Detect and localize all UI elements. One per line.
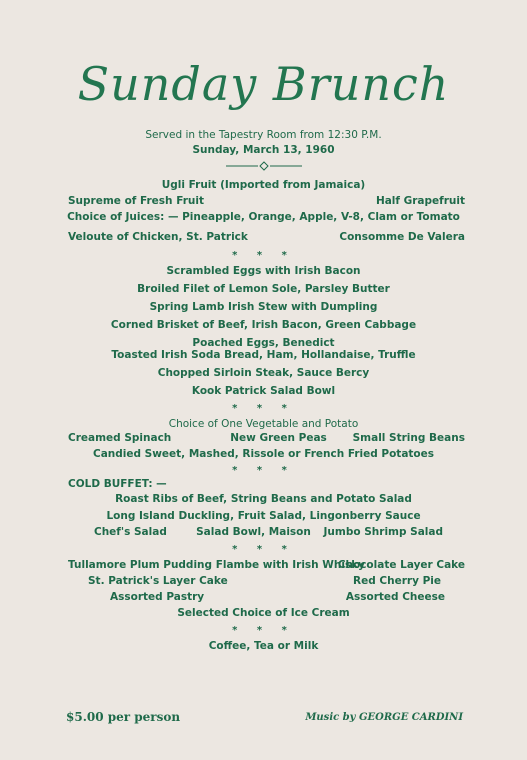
menu-item: Chef's Salad bbox=[94, 526, 167, 538]
menu-item: Candied Sweet, Mashed, Rissole or French Fried Potatoes bbox=[92, 448, 435, 460]
menu-item: Roast Ribs of Beef, String Beans and Potato Salad bbox=[115, 493, 412, 505]
menu-item: Supreme of Fresh Fruit bbox=[68, 195, 204, 207]
menu-item: Toasted Irish Soda Bread, Ham, Hollandaise, Truffle bbox=[111, 349, 416, 361]
menu-item: Chocolate Layer Cake bbox=[337, 559, 465, 571]
ornament-divider bbox=[0, 156, 527, 168]
menu-item: Scrambled Eggs with Irish Bacon bbox=[166, 265, 361, 277]
menu-item: Half Grapefruit bbox=[375, 195, 465, 207]
music-credit: Music by GEORGE CARDINI bbox=[305, 712, 463, 723]
menu-item: Assorted Pastry bbox=[110, 591, 205, 603]
menu-item: Salad Bowl, Maison bbox=[196, 526, 311, 538]
menu-item: Choice of Juices: — Pineapple, Orange, Apple, V-8, Clam or Tomato bbox=[67, 211, 460, 223]
menu-item: Broiled Filet of Lemon Sole, Parsley Butter bbox=[137, 283, 390, 295]
menu-item: Corned Brisket of Beef, Irish Bacon, Green Cabbage bbox=[110, 319, 417, 331]
menu-item: Assorted Cheese bbox=[345, 591, 445, 603]
menu-item: Ugli Fruit (Imported from Jamaica) bbox=[161, 179, 366, 191]
menu-item: New Green Peas bbox=[230, 432, 327, 444]
star-divider: * * * bbox=[232, 625, 295, 636]
menu-item: Kook Patrick Salad Bowl bbox=[191, 385, 336, 397]
buffet-heading: COLD BUFFET: — bbox=[68, 478, 167, 490]
served-line: Served in the Tapestry Room from 12:30 P.M. bbox=[145, 129, 382, 141]
price-text: $5.00 per person bbox=[66, 710, 181, 724]
menu-title: Sunday Brunch bbox=[77, 57, 450, 111]
vegetable-heading: Choice of One Vegetable and Potato bbox=[168, 418, 359, 430]
menu-item: Red Cherry Pie bbox=[353, 575, 441, 587]
menu-item: Long Island Duckling, Fruit Salad, Lingonberry Sauce bbox=[106, 510, 421, 522]
menu-item: Tullamore Plum Pudding Flambe with Irish Whisky bbox=[68, 559, 366, 571]
star-divider: * * * bbox=[232, 250, 295, 261]
star-divider: * * * bbox=[232, 544, 295, 555]
menu-item: St. Patrick's Layer Cake bbox=[88, 575, 228, 587]
menu-item: Creamed Spinach bbox=[68, 432, 172, 444]
menu-item: Poached Eggs, Benedict bbox=[192, 337, 335, 349]
star-divider: * * * bbox=[232, 403, 295, 414]
star-divider: * * * bbox=[232, 465, 295, 476]
menu-item: Spring Lamb Irish Stew with Dumpling bbox=[149, 301, 378, 313]
date-line: Sunday, March 13, 1960 bbox=[192, 144, 335, 156]
menu-item: Chopped Sirloin Steak, Sauce Bercy bbox=[157, 367, 370, 379]
menu-item: Coffee, Tea or Milk bbox=[208, 640, 319, 652]
menu-item: Jumbo Shrimp Salad bbox=[323, 526, 443, 538]
menu-item: Small String Beans bbox=[352, 432, 465, 444]
menu-item: Veloute of Chicken, St. Patrick bbox=[68, 231, 248, 243]
menu-item: Consomme De Valera bbox=[339, 231, 465, 243]
menu-item: Selected Choice of Ice Cream bbox=[177, 607, 350, 619]
